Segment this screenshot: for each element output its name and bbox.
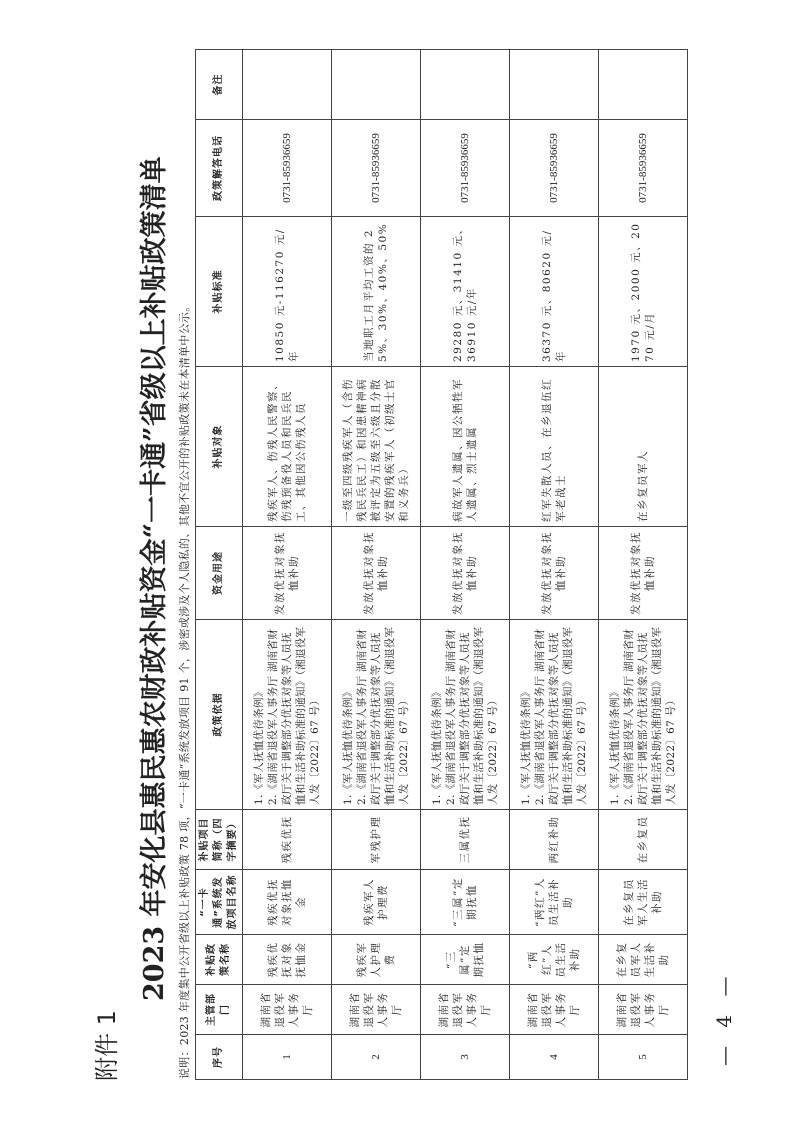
page-title: 2023 年安化县惠民惠农财政补贴资金“一卡通”省级以上补贴政策清单 (139, 156, 170, 1001)
fund-use-cell: 发放优抚对象抚恤补助 (599, 527, 688, 620)
fund-use-cell: 发放优抚对象抚恤补助 (243, 527, 332, 620)
annex-label: 附件 1 (93, 1010, 121, 1081)
remark-cell (332, 50, 421, 120)
row-number-cell: 2 (332, 1035, 421, 1080)
header-cell: 政策解答电话 (196, 120, 243, 217)
subsidy-target-cell: 病故军人遗属、因公牺牲军人遗属、烈士遗属 (421, 367, 510, 527)
policy-name-cell: “两红”人员生活补助 (510, 935, 599, 985)
header-cell: 资金用途 (196, 527, 243, 620)
header-cell: 补贴标准 (196, 217, 243, 367)
subsidy-target-cell: 一级至四级残疾军人（含伤残民兵民工）和因患精神病被评定为五级至六级且分散安置的残疾军人（初级士官和义务兵） (332, 367, 421, 527)
policy-name-cell: “三属”定期抚恤 (421, 935, 510, 985)
contact-phone-cell: 0731-85936659 (421, 120, 510, 217)
policy-basis-item: 1.《军人抚恤优待条例》 (520, 686, 532, 805)
project-name-cell: 在乡复员军人生活补助 (599, 870, 688, 935)
policy-basis-item: 1.《军人抚恤优待条例》 (342, 686, 354, 805)
project-name-cell: “三属”定期抚恤 (421, 870, 510, 935)
header-cell: 备注 (196, 50, 243, 120)
remark-cell (243, 50, 332, 120)
policy-name-cell: 残疾优抚对象抚恤金 (243, 935, 332, 985)
policy-basis-cell (599, 620, 688, 810)
note-text: 说明：2023 年度集中公开省级以上补贴政策 78 项，“一卡通”系统发放项目 91 个，涉密或涉及个人隐私的、其他不宜公开的补贴政策未在本清单中公示。 (178, 300, 191, 1079)
fund-use-cell: 发放优抚对象抚恤补助 (332, 527, 421, 620)
remark-cell (510, 50, 599, 120)
policy-basis-cell (332, 620, 421, 810)
table-row (421, 50, 510, 1080)
short-name-cell: 在乡复员 (599, 810, 688, 870)
page-number: — 4 — (712, 970, 736, 1066)
row-number-cell: 3 (421, 1035, 510, 1080)
fund-use-cell: 发放优抚对象抚恤补助 (510, 527, 599, 620)
header-cell: “一卡通”系统发放项目名称 (196, 870, 243, 935)
department-cell: 湖南省退役军人事务厅 (510, 985, 599, 1035)
table-row (599, 50, 688, 1080)
project-name-cell: 残疾优抚对象抚恤金 (243, 870, 332, 935)
subsidy-standard-cell: 36370 元、80620 元/年 (510, 217, 599, 367)
department-cell: 湖南省退役军人事务厅 (599, 985, 688, 1035)
subsidy-target-cell: 红军失散人员、在乡退伍红军老战士 (510, 367, 599, 527)
policy-basis-cell (243, 620, 332, 810)
policy-basis-item: 2.《湖南省退役军人事务厅 湖南省财政厅关于调整部分优抚对象等人员抚恤和生活补助标准的通知》（湘退役军人发〔2022〕67 号） (534, 626, 588, 805)
fund-use-cell: 发放优抚对象抚恤补助 (421, 527, 510, 620)
policy-basis-cell (510, 620, 599, 810)
short-name-cell: 三属优抚 (421, 810, 510, 870)
policy-basis-item: 1.《军人抚恤优待条例》 (253, 686, 265, 805)
table-row (510, 50, 599, 1080)
table-header-row (196, 50, 243, 1080)
header-cell: 主管部门 (196, 985, 243, 1035)
contact-phone-cell: 0731-85936659 (243, 120, 332, 217)
subsidy-target-cell: 在乡复员军人 (599, 367, 688, 527)
row-number-cell: 5 (599, 1035, 688, 1080)
header-cell: 补贴对象 (196, 367, 243, 527)
project-name-cell: “两红”人员生活补助 (510, 870, 599, 935)
short-name-cell: 军残护理 (332, 810, 421, 870)
subsidy-standard-cell: 29280 元、31410 元、36910 元/年 (421, 217, 510, 367)
policy-basis-item: 2.《湖南省退役军人事务厅 湖南省财政厅关于调整部分优抚对象等人员抚恤和生活补助标准的通知》（湘退役军人发〔2022〕67 号） (267, 626, 321, 805)
project-name-cell: 残疾军人护理费 (332, 870, 421, 935)
remark-cell (421, 50, 510, 120)
row-number-cell: 1 (243, 1035, 332, 1080)
header-cell: 序号 (196, 1035, 243, 1080)
policy-basis-item: 2.《湖南省退役军人事务厅 湖南省财政厅关于调整部分优抚对象等人员抚恤和生活补助标准的通知》（湘退役军人发〔2022〕67 号） (445, 626, 499, 805)
department-cell: 湖南省退役军人事务厅 (243, 985, 332, 1035)
policy-name-cell: 残疾军人护理费 (332, 935, 421, 985)
policy-basis-item: 1.《军人抚恤优待条例》 (609, 686, 621, 805)
policy-basis-item: 1.《军人抚恤优待条例》 (431, 686, 443, 805)
subsidy-standard-cell: 10850 元-116270 元/年 (243, 217, 332, 367)
subsidy-standard-cell: 1970 元、2000 元、2070 元/月 (599, 217, 688, 367)
header-cell: 补贴项目简称（四字摘要） (196, 810, 243, 870)
short-name-cell: 残疾优抚 (243, 810, 332, 870)
subsidy-standard-cell: 当地职工月平均工资的 25%、30%、40%、50% (332, 217, 421, 367)
subsidy-target-cell: 残疾军人、伤残人民警察、伤残预备役人员和民兵民工、其他因公伤残人员 (243, 367, 332, 527)
policy-basis-item: 2.《湖南省退役军人事务厅 湖南省财政厅关于调整部分优抚对象等人员抚恤和生活补助标准的通知》（湘退役军人发〔2022〕67 号） (623, 626, 677, 805)
contact-phone-cell: 0731-85936659 (510, 120, 599, 217)
department-cell: 湖南省退役军人事务厅 (332, 985, 421, 1035)
table-row (243, 50, 332, 1080)
department-cell: 湖南省退役军人事务厅 (421, 985, 510, 1035)
short-name-cell: 两红补助 (510, 810, 599, 870)
contact-phone-cell: 0731-85936659 (332, 120, 421, 217)
table-row (332, 50, 421, 1080)
policy-table (195, 49, 688, 1080)
remark-cell (599, 50, 688, 120)
policy-basis-cell (421, 620, 510, 810)
policy-name-cell: 在乡复员军人生活补助 (599, 935, 688, 985)
header-cell: 政策依据 (196, 620, 243, 810)
row-number-cell: 4 (510, 1035, 599, 1080)
contact-phone-cell: 0731-85936659 (599, 120, 688, 217)
policy-basis-item: 2.《湖南省退役军人事务厅 湖南省财政厅关于调整部分优抚对象等人员抚恤和生活补助标准的通知》（湘退役军人发〔2022〕67 号） (356, 626, 410, 805)
header-cell: 补贴政策名称 (196, 935, 243, 985)
